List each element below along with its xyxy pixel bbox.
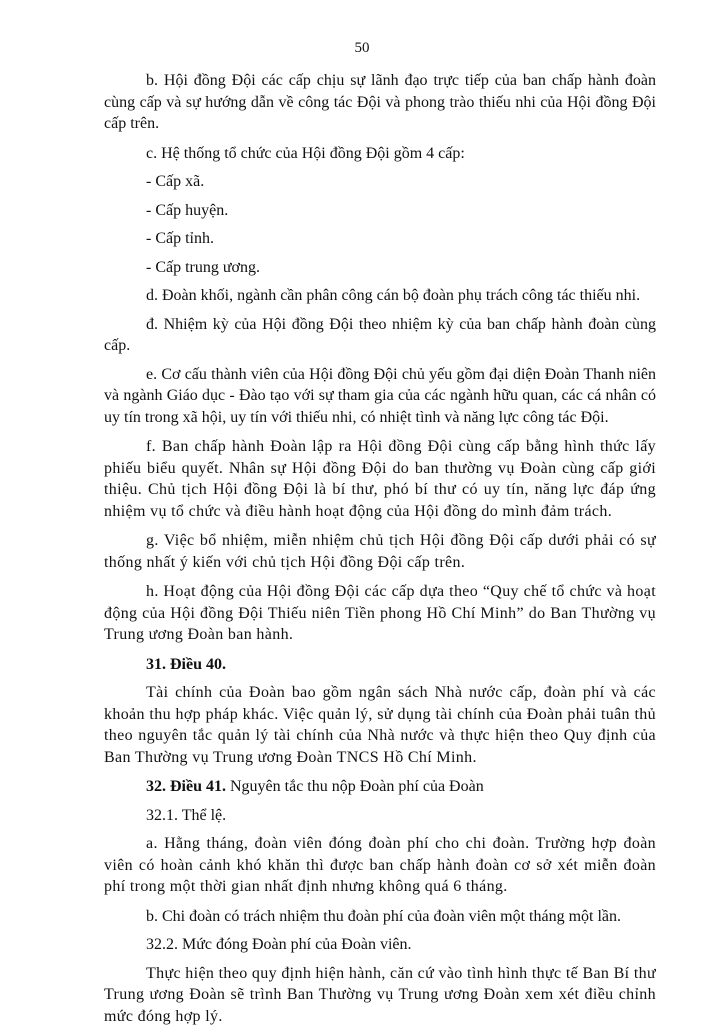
page-number: 50 [354, 40, 370, 56]
article-31-body: Tài chính của Đoàn bao gồm ngân sách Nhà nước cấp, đoàn phí và các khoản thu hợp pháp khác. Việc quản lý, sử dụng tài chính của Đoàn phải tuân thủ theo nguyên tắc quản lý tài chính của Nhà nước và thực hiện theo Quy định của Ban Thường vụ Trung ương Đoàn TNCS Hồ Chí Minh. [104, 684, 656, 766]
subsection-32-1-heading: 32.1. Thể lệ. [146, 806, 227, 824]
paragraph-g-appointment: g. Việc bổ nhiệm, miễn nhiệm chủ tịch Hội đồng Đội cấp dưới phải có sự thống nhất ý kiến với chủ tịch Hội đồng Đội cấp trên. [104, 532, 656, 571]
paragraph-h-activities: h. Hoạt động của Hội đồng Đội các cấp dựa theo “Quy chế tổ chức và hoạt động của Hội đồng Đội Thiếu niên Tiền phong Hồ Chí Minh” do Ban Thường vụ Trung ương Đoàn ban hành. [104, 583, 656, 643]
paragraph-c-system: c. Hệ thống tổ chức của Hội đồng Đội gồm 4 cấp: [146, 144, 465, 162]
list-item-level-central: - Cấp trung ương. [146, 258, 261, 276]
article-32-heading-title: Nguyên tắc thu nộp Đoàn phí của Đoàn [226, 778, 484, 795]
paragraph-d-sector: d. Đoàn khối, ngành cần phân công cán bộ đoàn phụ trách công tác thiếu nhi. [146, 287, 641, 304]
list-item-level-commune: - Cấp xã. [146, 173, 205, 190]
subsection-32-2-heading: 32.2. Mức đóng Đoàn phí của Đoàn viên. [146, 936, 412, 953]
paragraph-e-structure: e. Cơ cấu thành viên của Hội đồng Đội chủ yếu gồm đại diện Đoàn Thanh niên và ngành Giáo dục - Đào tạo với sự tham gia của các ngành hữu quan, các cá nhân có uy tín trong xã hội, uy tín với thiếu nhi, có nhiệt tình và năng lực công tác Đội. [104, 365, 656, 426]
paragraph-b-council-leadership: b. Hội đồng Đội các cấp chịu sự lãnh đạo trực tiếp của ban chấp hành đoàn cùng cấp và sự hướng dẫn về công tác Đội và phong trào thiếu nhi của Hội đồng Đội cấp trên. [104, 72, 656, 132]
article-31-heading [104, 654, 656, 676]
article-32-heading-label: 32. Điều 41. [146, 778, 226, 795]
paragraph-dd-term: đ. Nhiệm kỳ của Hội đồng Đội theo nhiệm kỳ của ban chấp hành đoàn cùng cấp. [104, 315, 656, 354]
list-item-level-district: - Cấp huyện. [146, 201, 229, 219]
article-31-heading-label: 31. Điều 40. [146, 655, 226, 673]
subsection-32-1-a: a. Hằng tháng, đoàn viên đóng đoàn phí cho chi đoàn. Trường hợp đoàn viên có hoàn cảnh khó khăn thì được ban chấp hành đoàn cơ sở xét miễn đoàn phí trong một thời gian nhất định nhưng không quá 6 tháng. [104, 835, 656, 895]
paragraph-f-establish: f. Ban chấp hành Đoàn lập ra Hội đồng Đội cùng cấp bằng hình thức lấy phiếu biểu quyết. Nhân sự Hội đồng Đội do ban thường vụ Đoàn cùng cấp giới thiệu. Chủ tịch Hội đồng Đội là bí thư, phó bí thư có uy tín, năng lực đáp ứng nhiệm vụ tổ chức và điều hành hoạt động của Hội đồng do mình đảm trách. [104, 438, 656, 520]
subsection-32-2-body: Thực hiện theo quy định hiện hành, căn cứ vào tình hình thực tế Ban Bí thư Trung ương Đoàn sẽ trình Ban Thường vụ Trung ương Đoàn xem xét điều chỉnh mức đóng hợp lý. [104, 964, 656, 1025]
article-32-heading [104, 776, 656, 798]
page-body [104, 70, 656, 1035]
list-item-level-province: - Cấp tỉnh. [146, 230, 214, 247]
subsection-32-1-b: b. Chi đoàn có trách nhiệm thu đoàn phí của đoàn viên một tháng một lần. [146, 907, 622, 925]
